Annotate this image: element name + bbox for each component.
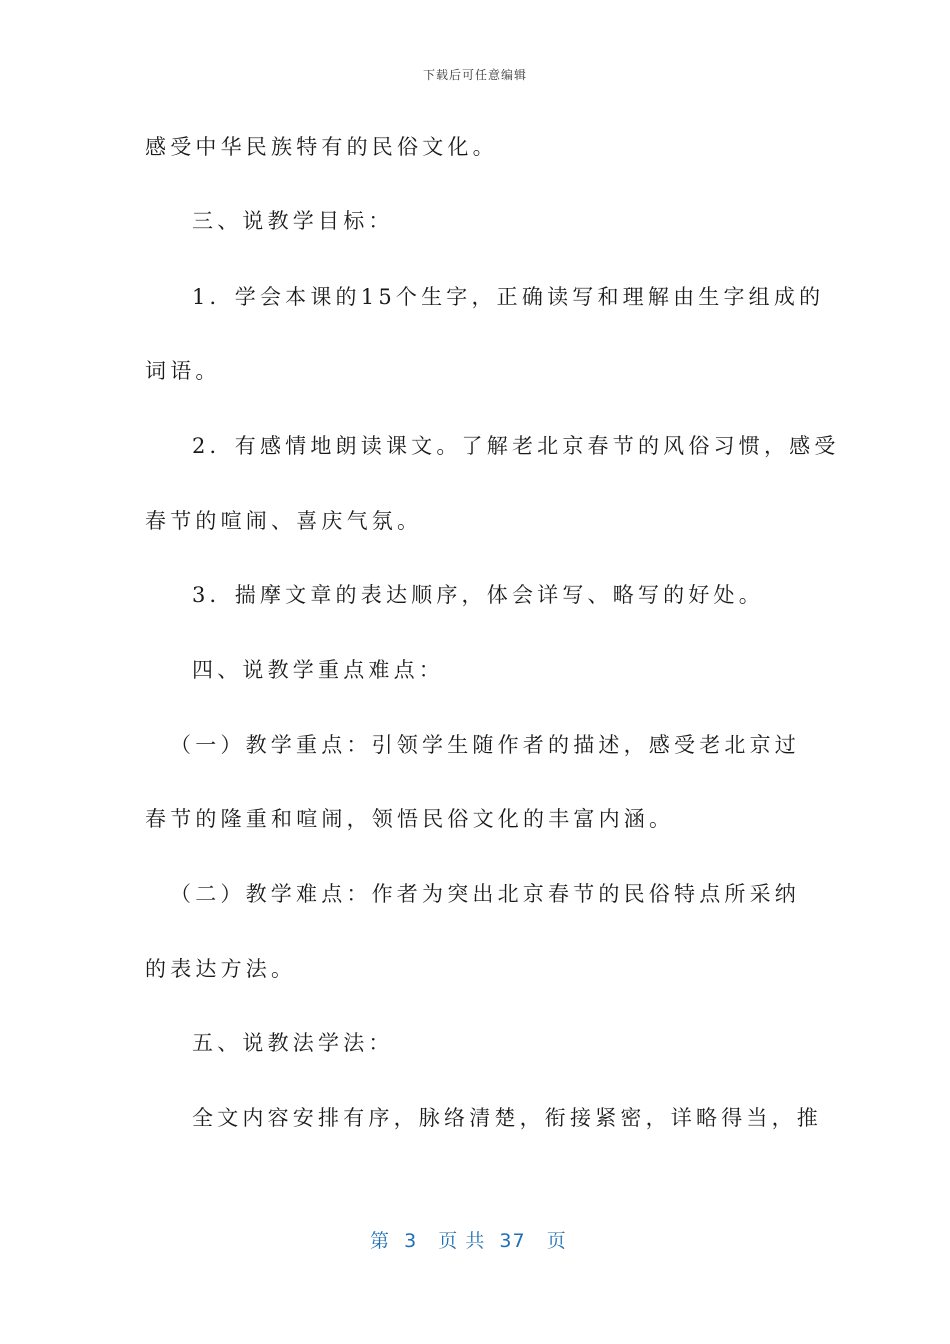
list-item: （一）教学重点：引领学生随作者的描述，感受老北京过 [170, 733, 800, 757]
list-item: 1．学会本课的15个生字，正确读写和理解由生字组成的 [192, 285, 825, 309]
paragraph-line: 春节的喧闹、喜庆气氛。 [145, 509, 423, 533]
paragraph-line: 春节的隆重和喧闹，领悟民俗文化的丰富内涵。 [145, 807, 675, 831]
list-item: 3．揣摩文章的表达顺序，体会详写、略写的好处。 [192, 583, 764, 607]
paragraph-line: 全文内容安排有序，脉络清楚，衔接紧密，详略得当，推 [192, 1106, 822, 1130]
section-heading: 四、说教学重点难点： [192, 658, 444, 682]
paragraph-line: 词语。 [145, 359, 221, 383]
header-note: 下载后可任意编辑 [422, 68, 527, 82]
page-number-footer: 第 3 页 共 37 页 [370, 1230, 567, 1252]
list-item: 2．有感情地朗读课文。了解老北京春节的风俗习惯，感受 [192, 434, 840, 458]
paragraph-line: 感受中华民族特有的民俗文化。 [145, 135, 498, 159]
list-item: （二）教学难点：作者为突出北京春节的民俗特点所采纳 [170, 882, 800, 906]
section-heading: 三、说教学目标： [192, 209, 394, 233]
paragraph-line: 的表达方法。 [145, 957, 297, 981]
section-heading: 五、说教法学法： [192, 1031, 394, 1055]
